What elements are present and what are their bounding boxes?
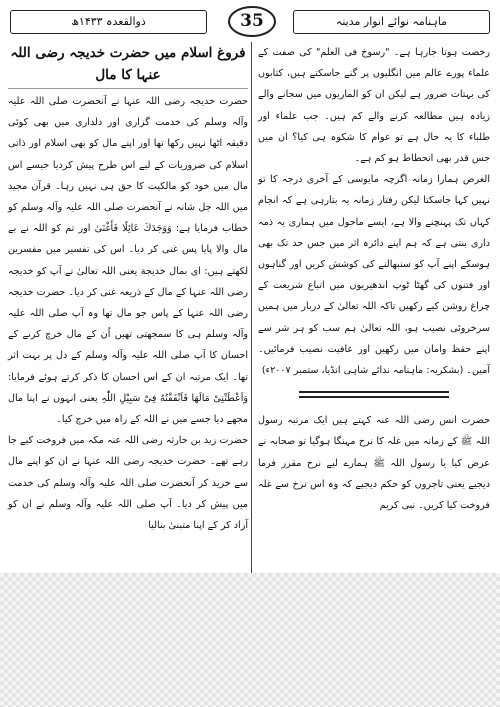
magazine-name-label: ماہنامہ نوائے انوار مدینہ bbox=[293, 10, 490, 34]
article-title: فروغ اسلام میں حضرت خدیجہ رضی اللہ عنہا کا مال bbox=[8, 42, 248, 89]
page-number-badge: 35 bbox=[228, 6, 276, 37]
right-column bbox=[258, 42, 490, 516]
left-column bbox=[8, 42, 248, 536]
column-divider bbox=[251, 42, 252, 574]
left-paragraph-1: حضرت خدیجہ رضی اللہ عنہا نے آنحضرت صلی اللہ علیہ وآلہ وسلم کی خدمت گزاری اور دلداری میں بھی کوئی دقیقہ اٹھا نہیں رکھا تھا اور اپنے مال کو بھی اسلام اور ذاتی اسلام کی ضروریات کے لیے اس طرح پیش کردیا جیسے اس مال میں خود کو مالکیت کا حق ہی نہیں رہا۔ قرآن مجید میں اللہ جل شانہ نے آنحضرت صلی اللہ علیہ وآلہ وسلم کو خطاب فرمایا ہے: وَوَجَدَكَ عَائِلًا فَأَغْنَىٰ اور تم کو اللہ نے بے مال والا پایا پس غنی کر دیا۔ اس کی تفسیر میں مفسرین لکھتے ہیں: ای بمال خدیجة یعنی اللہ تعالیٰ نے آپ کو خدیجہ رضی اللہ عنہا کے مال کے ذریعہ غنی کر دیا۔ حضرت خدیجہ رضی اللہ عنہا کے پاس جو مال تھا وہ آپ صلی اللہ علیہ وآلہ وسلم ہی کا سمجھتی تھیں اُن کے مال خرچ کرنے کے احسان کا آپ صلی اللہ علیہ وآلہ وسلم کے دل پر بہت اثر تھا۔ ایک مرتبہ ان کے اس احسان کا ذکر کرتے ہوئے فرمایا: وَاَعْطَتْنِیْ مَالَهَا فَاَنْفَقْتُهُ فِیْ سَبِیْلِ اللّٰہِ یعنی انہوں نے اپنا مال مجھے دیا جسے میں نے اللہ کے راہ میں خرچ کیا۔ bbox=[8, 96, 248, 426]
right-paragraph-1: رخصت ہوتا جارہا ہے۔ "رسوخ فی العلم" کی صفت کے علماء پورے عالم میں انگلیوں پر گنے جاسکتے ہیں، کتابوں کی بہتات ضرور ہے لیکن ان کو الماریوں میں سجانے والے زیادہ ہیں مطالعہ کرنے والے کم ہیں۔ جب علماء اور طلباء کا یہ حال ہے تو عوام کا شکوہ ہی کیا؟ ان میں جس قدر بھی انحطاط ہو کم ہے۔ bbox=[258, 47, 490, 165]
page-header bbox=[10, 6, 490, 34]
right-paragraph-2: الغرض ہمارا زمانہ اگرچہ مایوسی کے آخری درجہ کا تو نہیں کہا جاسکتا لیکن رفتار زمانہ یہ بتارہی ہے کہ انجام کہاں تک پہنچنے والا ہے، ایسے ماحول میں ہماری یہ ذمہ داری بنتی ہے کہ ہم اپنے دائرہ اثر میں جس حد تک بھی ہوسکے اپنے آپ کو سنبھالنے کی کوشش کریں اور گناہوں اور فتنوں کی گھٹا ٹوپ اندھیریوں میں اتباع شریعت کے چراغ روشن کیے رکھیں تاکہ اللہ تعالیٰ کے دربار میں ہمیں سرخروئی نصیب ہو، اللہ تعالیٰ ہم سب کو ہر شر سے اپنے حفظ وامان میں رکھیں اور عافیت نصیب فرمائیں۔ آمین۔ (بشکریہ: ماہنامہ ندائے شاہی انڈیا، ستمبر ۲۰۰۷ء) bbox=[258, 174, 490, 377]
section-separator bbox=[299, 391, 449, 398]
bottom-pattern-overlay bbox=[0, 573, 500, 707]
issue-date-label: ذوالقعدہ ۱۴۳۳ھ bbox=[10, 10, 207, 34]
right-paragraph-3: حضرت انس رضی اللہ عنہ کہتے ہیں ایک مرتبہ رسول اللہ ﷺ کے زمانہ میں غلہ کا نرخ مہنگا ہوگیا تو صحابہ نے عرض کیا یا رسول اللہ ﷺ ہمارے لیے نرخ مقرر فرما دیجیے یعنی تاجروں کو حکم دیجیے کہ وہ اس نرخ سے غلہ فروخت کیا کریں۔ نبی کریم bbox=[258, 415, 490, 512]
left-paragraph-2: حضرت زید بن حارثہ رضی اللہ عنہ مکہ میں فروخت کیے جا رہے تھے۔ حضرت خدیجہ رضی اللہ عنہا نے ان کو اپنے مال سے خرید کر آنحضرت صلی اللہ علیہ وآلہ وسلم کی خدمت میں پیش کر دیا۔ آپ صلی اللہ علیہ وآلہ وسلم نے ان کو آزاد کر کے اپنا متبنیٰ بنالیا bbox=[8, 435, 248, 532]
